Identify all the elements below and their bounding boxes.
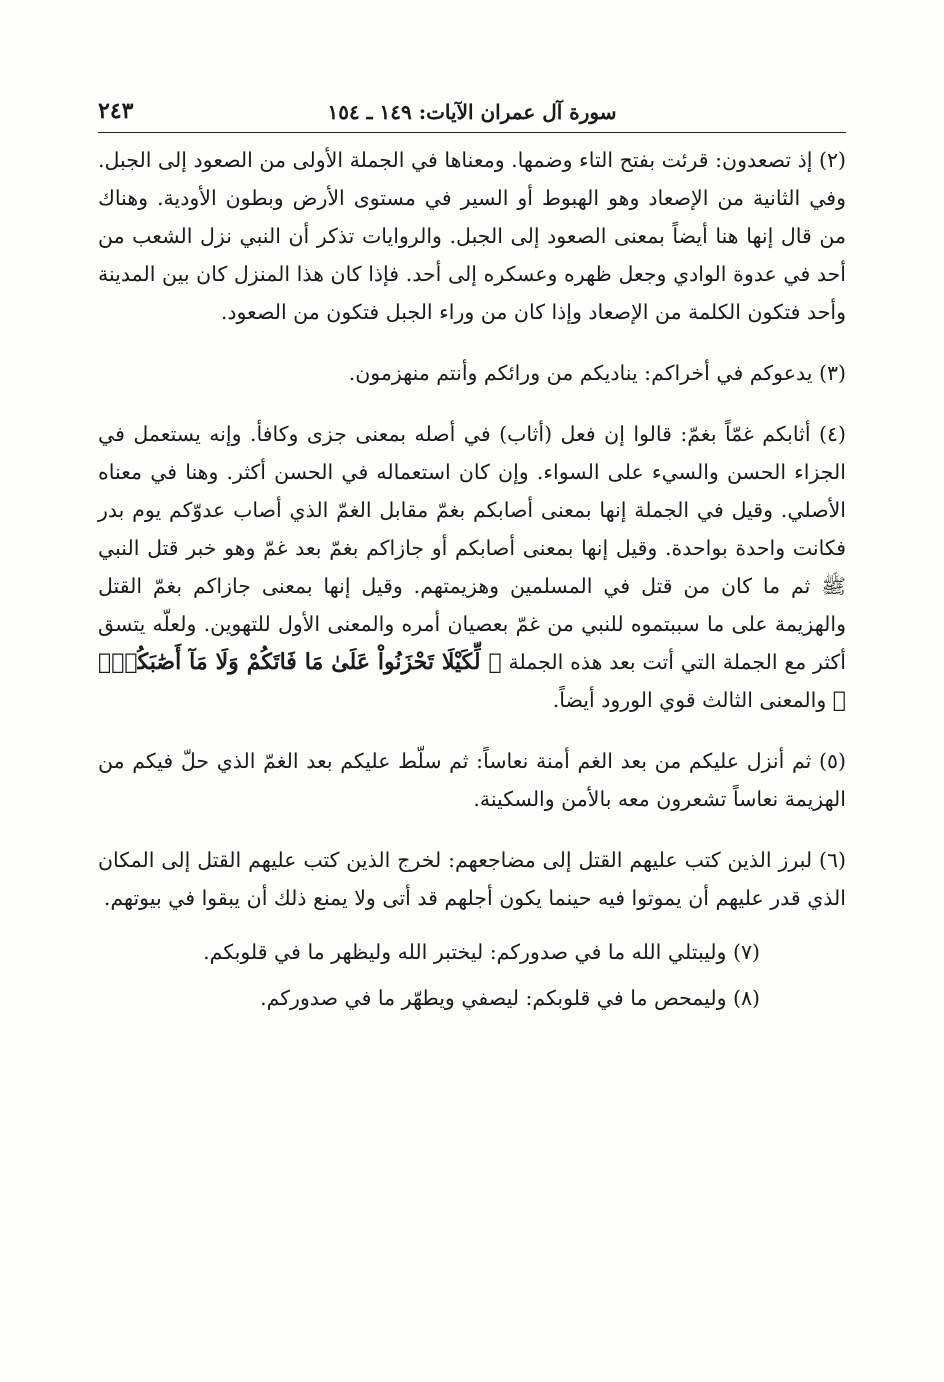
note-2: (٢) إذ تصعدون: قرئت بفتح التاء وضمها. ومعناها في الجملة الأولى من الصعود إلى الجبل. وفي الثانية من الإصعاد وهو الهبوط أو السير في مستوى الأرض وبطون الأودية. وهناك من قال إنها هنا أيضاً بمعنى الصعود إلى الجبل. والروايات تذكر أن النبي نزل الشعب من أحد في عدوة الوادي وجعل ظهره وعسكره إلى أحد. فإذا كان هذا المنزل كان بين المدينة وأحد فتكون الكلمة من الإصعاد وإذا كان من وراء الجبل فتكون من الصعود. xyxy=(98,148,846,324)
note-7: (٧) وليبتلي الله ما في صدوركم: ليختبر الله وليظهر ما في قلوبكم. xyxy=(203,940,760,964)
note-4-conclusion: والمعنى الثالث قوي الورود أيضاً. xyxy=(552,688,827,712)
note-4-text: (٤) أثابكم غمّاً بغمّ: قالوا إن فعل (أثاب) في أصله بمعنى جزى وكافأ. وإنه يستعمل في الجزاء الحسن والسيء على السواء. وإن كان استعماله في الحسن أكثر. وهنا في معناه الأصلي. وقيل في الجملة إنها بمعنى أصابكم بغمّ مقابل الغمّ الذي أصاب عدوّكم يوم بدر فكانت واحدة بواحدة. وقيل إنها بمعنى أصابكم أو جازاكم بغمّ بعد غمّ وهو خبر قتل النبي ﷺ ثم ما كان من قتل في المسلمين وهزيمتهم. وقيل إنها بمعنى جازاكم بغمّ القتل والهزيمة على ما سببتموه للنبي من غمّ بعصيان أمره والمعنى الأول للتهوين. ولعلّه يتسق أكثر مع الجملة التي أتت بعد هذه الجملة xyxy=(98,422,846,674)
notes xyxy=(98,133,846,1017)
quran-verse: ﴿ لِّكَيْلَا تَحْزَنُواْ عَلَىٰ مَا فَاتَكُمْ وَلَا مَآ أَصَٰبَكُمْۗ ﴾ xyxy=(98,649,846,713)
page-header xyxy=(98,96,846,133)
note-5: (٥) ثم أنزل عليكم من بعد الغم أمنة نعاساً: ثم سلّط عليكم بعد الغمّ الذي حلّ فيكم من الهزيمة نعاساً تشعرون معه بالأمن والسكينة. xyxy=(98,749,846,811)
note-6: (٦) لبرز الذين كتب عليهم القتل إلى مضاجعهم: لخرج الذين كتب عليهم القتل إلى المكان الذي قدر عليهم أن يموتوا فيه حينما يكون أجلهم قد أتى ولا يمنع ذلك أن يبقوا في بيوتهم. xyxy=(98,848,846,910)
note-8: (٨) وليمحص ما في قلوبكم: ليصفي ويطهّر ما في صدوركم. xyxy=(260,986,760,1010)
note-4 xyxy=(98,415,846,719)
running-title: سورة آل عمران الآيات: ١٤٩ ـ ١٥٤ xyxy=(327,100,617,124)
page-number: ٢٤٣ xyxy=(98,98,134,124)
note-3: (٣) يدعوكم في أخراكم: يناديكم من ورائكم وأنتم منهزمون. xyxy=(348,361,846,385)
page xyxy=(98,96,846,1025)
